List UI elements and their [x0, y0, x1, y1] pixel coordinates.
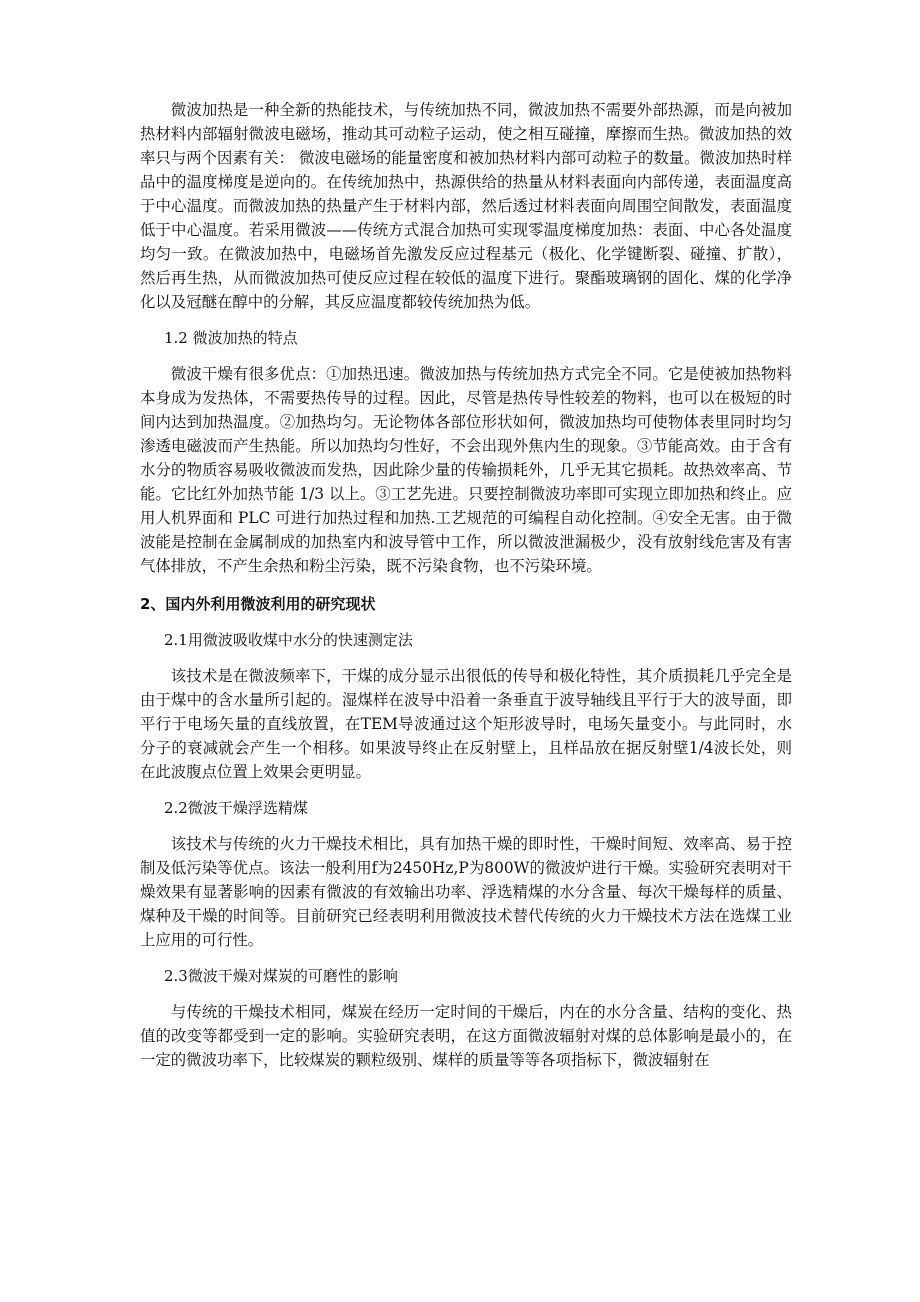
subheading-2-2: 2.2微波干燥浮选精煤	[164, 799, 308, 817]
paragraph-grindability: 与传统的干燥技术相同，煤炭在经历一定时间的干燥后，内在的水分含量、结构的变化、热值的改变等都受到一定的影响。实验研究表明，在这方面微波辐射对煤的总体影响是最小的，在一定的微波功率下，比较煤炭的颗粒级别、煤样的质量等等各项指标下，微波辐射在	[140, 1003, 792, 1069]
paragraph-flotation-coal-drying: 该技术与传统的火力干燥技术相比，具有加热干燥的即时性，干燥时间短、效率高、易于控制及低污染等优点。该法一般利用f为2450Hz,P为800W的微波炉进行干燥。实验研究表明对干燥效果有显著影响的因素有微波的有效输出功率、浮选精煤的水分含量、每次干燥每样的质量、煤种及干燥的时间等。目前研究已经表明利用微波技术替代传统的火力干燥技术方法在选煤工业上应用的可行性。	[140, 835, 792, 949]
section-heading-2: 2、国内外利用微波利用的研究现状	[140, 595, 376, 613]
subheading-1-2: 1.2 微波加热的特点	[164, 329, 298, 347]
paragraph-drying-advantages: 微波干燥有很多优点：①加热迅速。微波加热与传统加热方式完全不同。它是使被加热物料本身成为发热体，不需要热传导的过程。因此，尽管是热传导性较差的物料，也可以在极短的时间内达到加热温度。②加热均匀。无论物体各部位形状如何，微波加热均可使物体表里同时均匀渗透电磁波而产生热能。所以加热均匀性好，不会出现外焦内生的现象。③节能高效。由于含有水分的物质容易吸收微波而发热，因此除少量的传输损耗外，几乎无其它损耗。故热效率高、节能。它比红外加热节能 1/3 以上。③工艺先进。只要控制微波功率即可实现立即加热和终止。应用人机界面和 PLC 可进行加热过程和加热.工艺规范的可编程自动化控制。④安全无害。由于微波能是控制在金属制成的加热室内和波导管中工作，所以微波泄漏极少，没有放射线危害及有害气体排放，不产生余热和粉尘污染，既不污染食物，也不污染环境。	[140, 365, 792, 575]
subheading-2-1: 2.1用微波吸收煤中水分的快速测定法	[164, 631, 413, 649]
subheading-2-3: 2.3微波干燥对煤炭的可磨性的影响	[164, 967, 398, 985]
document-page	[140, 98, 792, 1072]
paragraph-moisture-measurement: 该技术是在微波频率下，干煤的成分显示出很低的传导和极化特性，其介质损耗几乎完全是由于煤中的含水量所引起的。湿煤样在波导中沿着一条垂直于波导轴线且平行于大的波导面，即平行于电场矢量的直线放置，在TEM导波通过这个矩形波导时，电场矢量变小。与此同时，水分子的衰减就会产生一个相移。如果波导终止在反射壁上，且样品放在据反射壁1/4波长处，则在此波腹点位置上效果会更明显。	[140, 667, 792, 781]
paragraph-microwave-heating: 微波加热是一种全新的热能技术，与传统加热不同，微波加热不需要外部热源，而是向被加热材料内部辐射微波电磁场，推动其可动粒子运动，使之相互碰撞，摩擦而生热。微波加热的效率只与两个因素有关： 微波电磁场的能量密度和被加热材料内部可动粒子的数量。微波加热时样品中的温度梯度是逆向的。在传统加热中，热源供给的热量从材料表面向内部传递，表面温度高于中心温度。而微波加热的热量产生于材料内部，然后透过材料表面向周围空间散发，表面温度低于中心温度。若采用微波——传统方式混合加热可实现零温度梯度加热：表面、中心各处温度均匀一致。在微波加热中，电磁场首先激发反应过程基元（极化、化学键断裂、碰撞、扩散），然后再生热，从而微波加热可使反应过程在较低的温度下进行。聚酯玻璃钢的固化、煤的化学净化以及冠醚在醇中的分解，其反应温度都较传统加热为低。	[140, 101, 792, 311]
